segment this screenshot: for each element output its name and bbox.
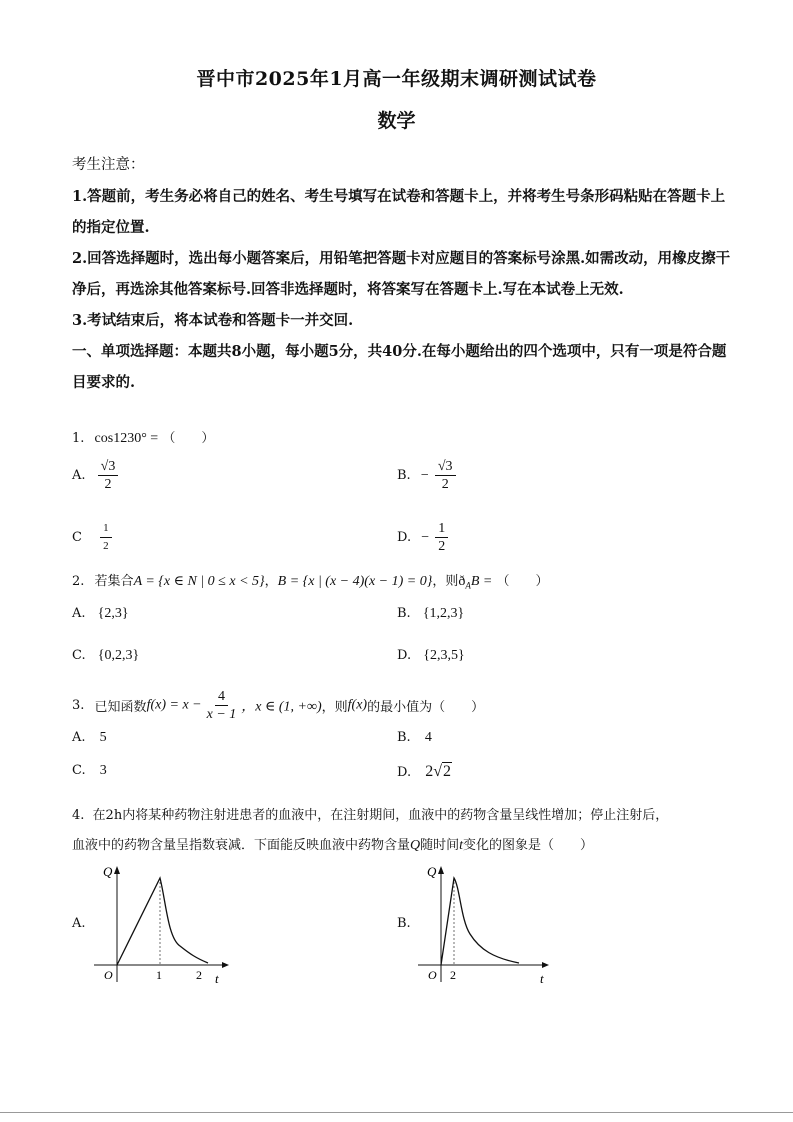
graph-b-x-label: t: [540, 971, 544, 986]
graph-a-tick-2: 2: [196, 968, 202, 982]
q1-c-num: 1: [100, 520, 112, 538]
q2-stem-suffix: ，则: [432, 574, 459, 589]
section-heading: 一、单项选择题：本题共8小题，每小题5分，共40分.在每小题给出的四个选项中，只有一项是符合题目要求的.: [72, 343, 727, 391]
q3-func-lhs: f(x) = x −: [146, 697, 202, 713]
q3-d-sqrt: √2: [433, 763, 452, 780]
graph-b-y-arrow-icon: [438, 866, 444, 874]
q4-line-1: [72, 801, 732, 831]
q4-graph-a: [90, 862, 240, 987]
q3-func-name: f(x): [347, 697, 368, 713]
q3-func-den: x − 1: [206, 707, 237, 722]
q2-option-c: [72, 648, 139, 664]
notice-block: [72, 150, 732, 398]
graph-b-curve: [441, 878, 519, 965]
q3-d-radicand: 2: [443, 763, 452, 780]
q2-stem-prefix: 若集合: [94, 574, 134, 589]
graph-a-curve: [117, 878, 208, 965]
q1-c-fraction: [100, 520, 112, 555]
graph-a-x-arrow-icon: [222, 962, 229, 968]
q2-complement: ð: [458, 574, 466, 589]
q2-b-value: {1,2,3}: [422, 606, 465, 621]
q1-option-a: [72, 458, 120, 493]
q1-a-label: A.: [72, 468, 86, 483]
q2-complement-tail: B =: [470, 574, 493, 589]
graph-a-y-arrow-icon: [114, 866, 120, 874]
page-title: 晋中市2025年1月高一年级期末调研测试试卷: [196, 68, 597, 90]
q4-var-q: Q: [410, 838, 421, 853]
q3-a-label: A.: [72, 730, 86, 745]
q3-stem-prefix: 已知函数: [94, 700, 147, 715]
q4-line1-text: 在2h内将某种药物注射进患者的血液中，在注射期间，血液中的药物含量呈线性增加；停止注射后，: [92, 808, 669, 823]
question-2: [72, 570, 549, 591]
q1-option-d: [397, 520, 450, 555]
subject-title: 数学: [377, 110, 416, 132]
q4-graph-b-label: B.: [397, 916, 411, 931]
graph-a-x-label: t: [215, 971, 219, 986]
q2-d-label: D.: [397, 648, 412, 663]
q1-option-b: [397, 458, 458, 493]
q1-b-den: 2: [441, 477, 449, 492]
q1-c-label: C: [72, 530, 82, 545]
q3-stem-suffix: 的最小值为（ ）: [367, 700, 485, 715]
q4-graph-a-label: A.: [72, 916, 86, 931]
q2-d-value: {2,3,5}: [423, 648, 465, 663]
q2-option-b: [397, 606, 464, 622]
q1-b-label: B.: [397, 468, 411, 483]
q3-func-num: 4: [215, 688, 228, 706]
q4-line2-a: 血液中的药物含量呈指数衰减．下面能反映血液中药物含量: [72, 838, 411, 853]
q3-option-b: [397, 730, 432, 746]
graph-a-tick-1: 1: [156, 968, 162, 982]
q3-domain: ，x ∈ (1, +∞): [241, 699, 322, 715]
question-3: [72, 688, 484, 723]
q1-d-den: 2: [438, 539, 446, 554]
q3-option-c: [72, 763, 107, 779]
q2-set-b: B = {x | (x − 4)(x − 1) = 0}: [277, 574, 433, 589]
graph-b-x-arrow-icon: [542, 962, 549, 968]
q3-c-value: 3: [99, 763, 107, 778]
notice-item-1: 1.答题前，考生务必将自己的姓名、考生号填写在试卷和答题卡上，并将考生号条形码粘贴在答题卡上的指定位置.: [72, 188, 726, 236]
q4-var-t: t: [459, 838, 464, 853]
q1-a-den: 2: [104, 477, 112, 492]
notice-item-3: 3.考试结束后，将本试卷和答题卡一并交回.: [72, 312, 354, 329]
q2-a-label: A.: [72, 606, 86, 621]
q4-number: 4.: [72, 808, 85, 823]
q4-line2-c: 变化的图象是（ ）: [463, 838, 594, 853]
q3-option-d: [397, 763, 452, 781]
q2-option-d: [397, 648, 465, 664]
notice-item-2: 2.回答选择题时，选出每小题答案后，用铅笔把答题卡对应题目的答案标号涂黑.如需改动，用橡皮擦干净后，再选涂其他答案标号.回答非选择题时，将答案写在答题卡上.写在本试卷上无效.: [72, 250, 731, 298]
graph-b-origin: O: [428, 968, 437, 982]
q2-c-value: {0,2,3}: [97, 648, 140, 663]
q3-b-value: 4: [424, 730, 432, 745]
page-bottom-rule: [0, 1112, 793, 1113]
q2-number: 2.: [72, 574, 85, 589]
q1-blank: （ ）: [162, 431, 215, 446]
q3-option-a: [72, 730, 107, 746]
q3-b-label: B.: [397, 730, 411, 745]
q1-b-fraction: [435, 458, 456, 493]
q1-number: 1.: [72, 431, 85, 446]
q3-stem-mid: ，则: [321, 700, 348, 715]
q2-comma: ，: [264, 574, 278, 589]
question-4: [72, 801, 732, 861]
graph-a-origin: O: [104, 968, 113, 982]
notice-heading: 考生注意：: [72, 157, 145, 173]
q1-d-fraction: [435, 520, 448, 555]
q1-c-den: 2: [103, 540, 109, 552]
q3-d-coef: 2: [425, 763, 434, 780]
q1-a-fraction: [98, 458, 119, 493]
q3-c-label: C.: [72, 763, 86, 778]
q3-number: 3.: [72, 698, 85, 713]
graph-a-y-label: Q: [103, 864, 113, 879]
q2-set-a: A = {x ∈ N | 0 ≤ x < 5}: [133, 574, 265, 589]
q1-expr: cos1230° =: [94, 431, 159, 446]
q4-line-2: [72, 831, 732, 861]
q4-graph-b: [414, 862, 564, 987]
question-1: [72, 427, 214, 447]
graph-b-y-label: Q: [427, 864, 437, 879]
q3-func-fraction: [204, 688, 240, 723]
q1-a-num: √3: [98, 458, 119, 476]
q2-a-value: {2,3}: [97, 606, 129, 621]
q2-b-label: B.: [397, 606, 411, 621]
q1-b-sign: −: [420, 467, 429, 483]
q1-d-num: 1: [435, 520, 448, 538]
q3-d-label: D.: [397, 765, 412, 780]
q1-d-label: D.: [397, 530, 412, 545]
q1-option-c: [72, 520, 114, 555]
q2-option-a: [72, 606, 129, 622]
q2-c-label: C.: [72, 648, 86, 663]
q3-a-value: 5: [99, 730, 107, 745]
q1-b-num: √3: [435, 458, 456, 476]
q1-d-sign: −: [421, 529, 430, 545]
q2-complement-sub: A: [465, 580, 471, 591]
graph-b-tick-1: 2: [450, 968, 456, 982]
q2-blank: （ ）: [496, 574, 549, 589]
q4-line2-b: 随时间: [420, 838, 460, 853]
